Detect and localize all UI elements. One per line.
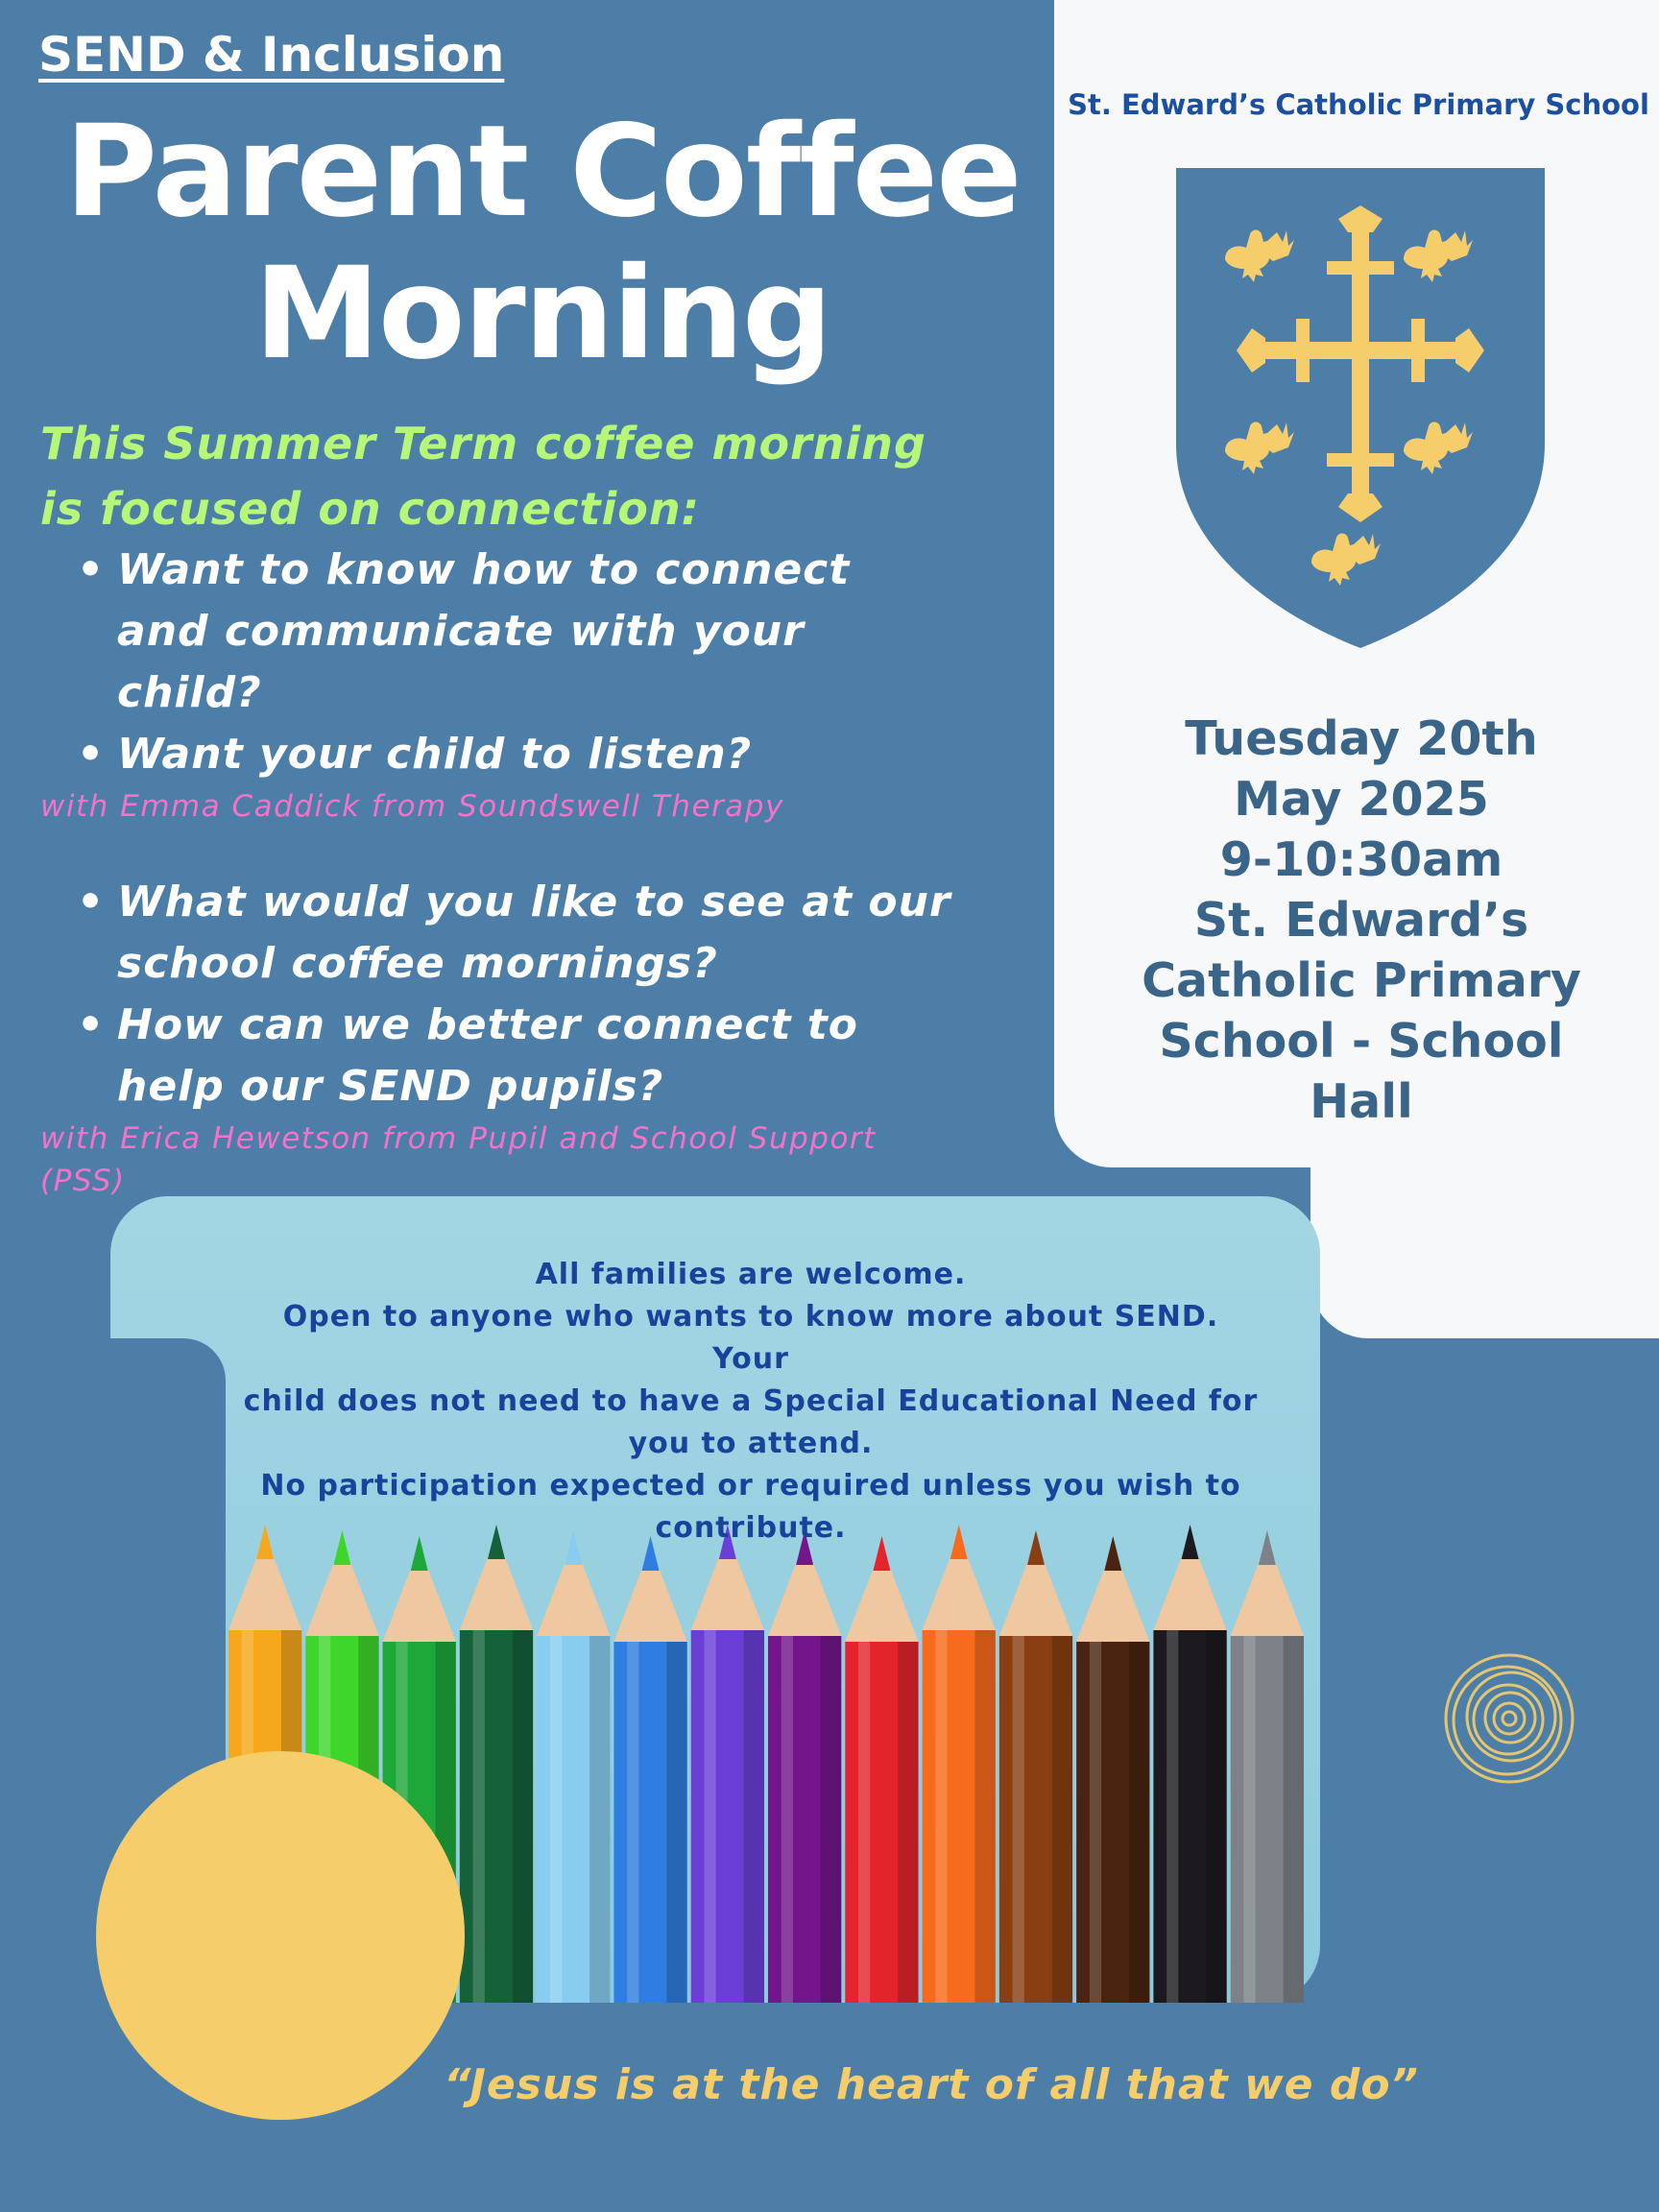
welcome-line: All families are welcome. bbox=[535, 1258, 967, 1291]
intro-line-1: This Summer Term coffee morning bbox=[40, 418, 926, 469]
pencil bbox=[768, 1530, 841, 2003]
bullet-line: • What would you like to see at our bbox=[117, 878, 951, 926]
bullet-coffee-mornings bbox=[77, 872, 1037, 995]
shield-cross-martlets-icon bbox=[1173, 165, 1548, 649]
bullet-line: and communicate with your bbox=[117, 607, 805, 656]
pencil bbox=[1231, 1530, 1304, 2003]
event-venue-line: St. Edward’s bbox=[1193, 893, 1529, 948]
welcome-line: No participation expected or required unless you wish to bbox=[260, 1469, 1241, 1503]
welcome-line: child does not need to have a Special Educational Need for bbox=[243, 1384, 1259, 1418]
event-day: Tuesday 20th bbox=[1185, 711, 1538, 766]
bullet-line: • Want to know how to connect bbox=[117, 545, 851, 594]
event-venue-line: Hall bbox=[1310, 1074, 1413, 1129]
circle-scribble-icon bbox=[1438, 1647, 1580, 1790]
bullet-line: • Want your child to listen? bbox=[117, 730, 753, 779]
info-panel-tab bbox=[1310, 1114, 1659, 1338]
bullet-line: help our SEND pupils? bbox=[117, 1062, 664, 1111]
welcome-line: contribute. bbox=[655, 1511, 847, 1545]
pencil bbox=[691, 1525, 764, 2003]
session-1-credit: with Emma Caddick from Soundswell Therapy bbox=[40, 789, 784, 824]
pencil bbox=[537, 1530, 610, 2003]
intro-line-2: is focused on connection: bbox=[40, 483, 701, 535]
bullet-listen bbox=[77, 724, 1037, 785]
session-2-credit bbox=[40, 1118, 1020, 1202]
event-venue-line: School - School bbox=[1159, 1014, 1564, 1069]
title-line-2: Morning bbox=[253, 240, 831, 388]
pencil bbox=[999, 1530, 1072, 2003]
page-title bbox=[29, 98, 1056, 388]
title-line-1: Parent Coffee bbox=[64, 98, 1021, 246]
event-time: 9-10:30am bbox=[1219, 832, 1503, 887]
bullet-line: • How can we better connect to bbox=[117, 1000, 859, 1049]
bullet-line: school coffee mornings? bbox=[117, 939, 718, 988]
pencil bbox=[613, 1536, 686, 2003]
pencil bbox=[845, 1536, 918, 2003]
welcome-line: you to attend. bbox=[628, 1427, 874, 1460]
credit-line: (PSS) bbox=[40, 1164, 126, 1198]
school-motto: “Jesus is at the heart of all that we do” bbox=[444, 2060, 1419, 2109]
pencil bbox=[923, 1525, 996, 2003]
event-venue-line: Catholic Primary bbox=[1142, 953, 1581, 1008]
event-month-year: May 2025 bbox=[1234, 772, 1489, 827]
welcome-line: Open to anyone who wants to know more about SEND. Your bbox=[282, 1300, 1219, 1376]
pencil bbox=[1153, 1525, 1226, 2003]
credit-line: with Erica Hewetson from Pupil and School Support bbox=[40, 1121, 877, 1156]
pencil bbox=[1076, 1536, 1149, 2003]
bullet-send-pupils bbox=[77, 995, 1037, 1118]
welcome-text bbox=[242, 1254, 1260, 1550]
kicker-heading: SEND & Inclusion bbox=[38, 27, 505, 83]
intro-text bbox=[40, 411, 1029, 541]
school-name: St. Edward’s Catholic Primary School bbox=[1068, 88, 1649, 121]
session-1-bullets bbox=[77, 540, 1037, 785]
pencil bbox=[460, 1525, 533, 2003]
event-details bbox=[1064, 709, 1659, 1132]
bullet-line: child? bbox=[117, 668, 262, 717]
bullet-connect bbox=[77, 540, 1037, 724]
session-2-bullets bbox=[77, 872, 1037, 1118]
